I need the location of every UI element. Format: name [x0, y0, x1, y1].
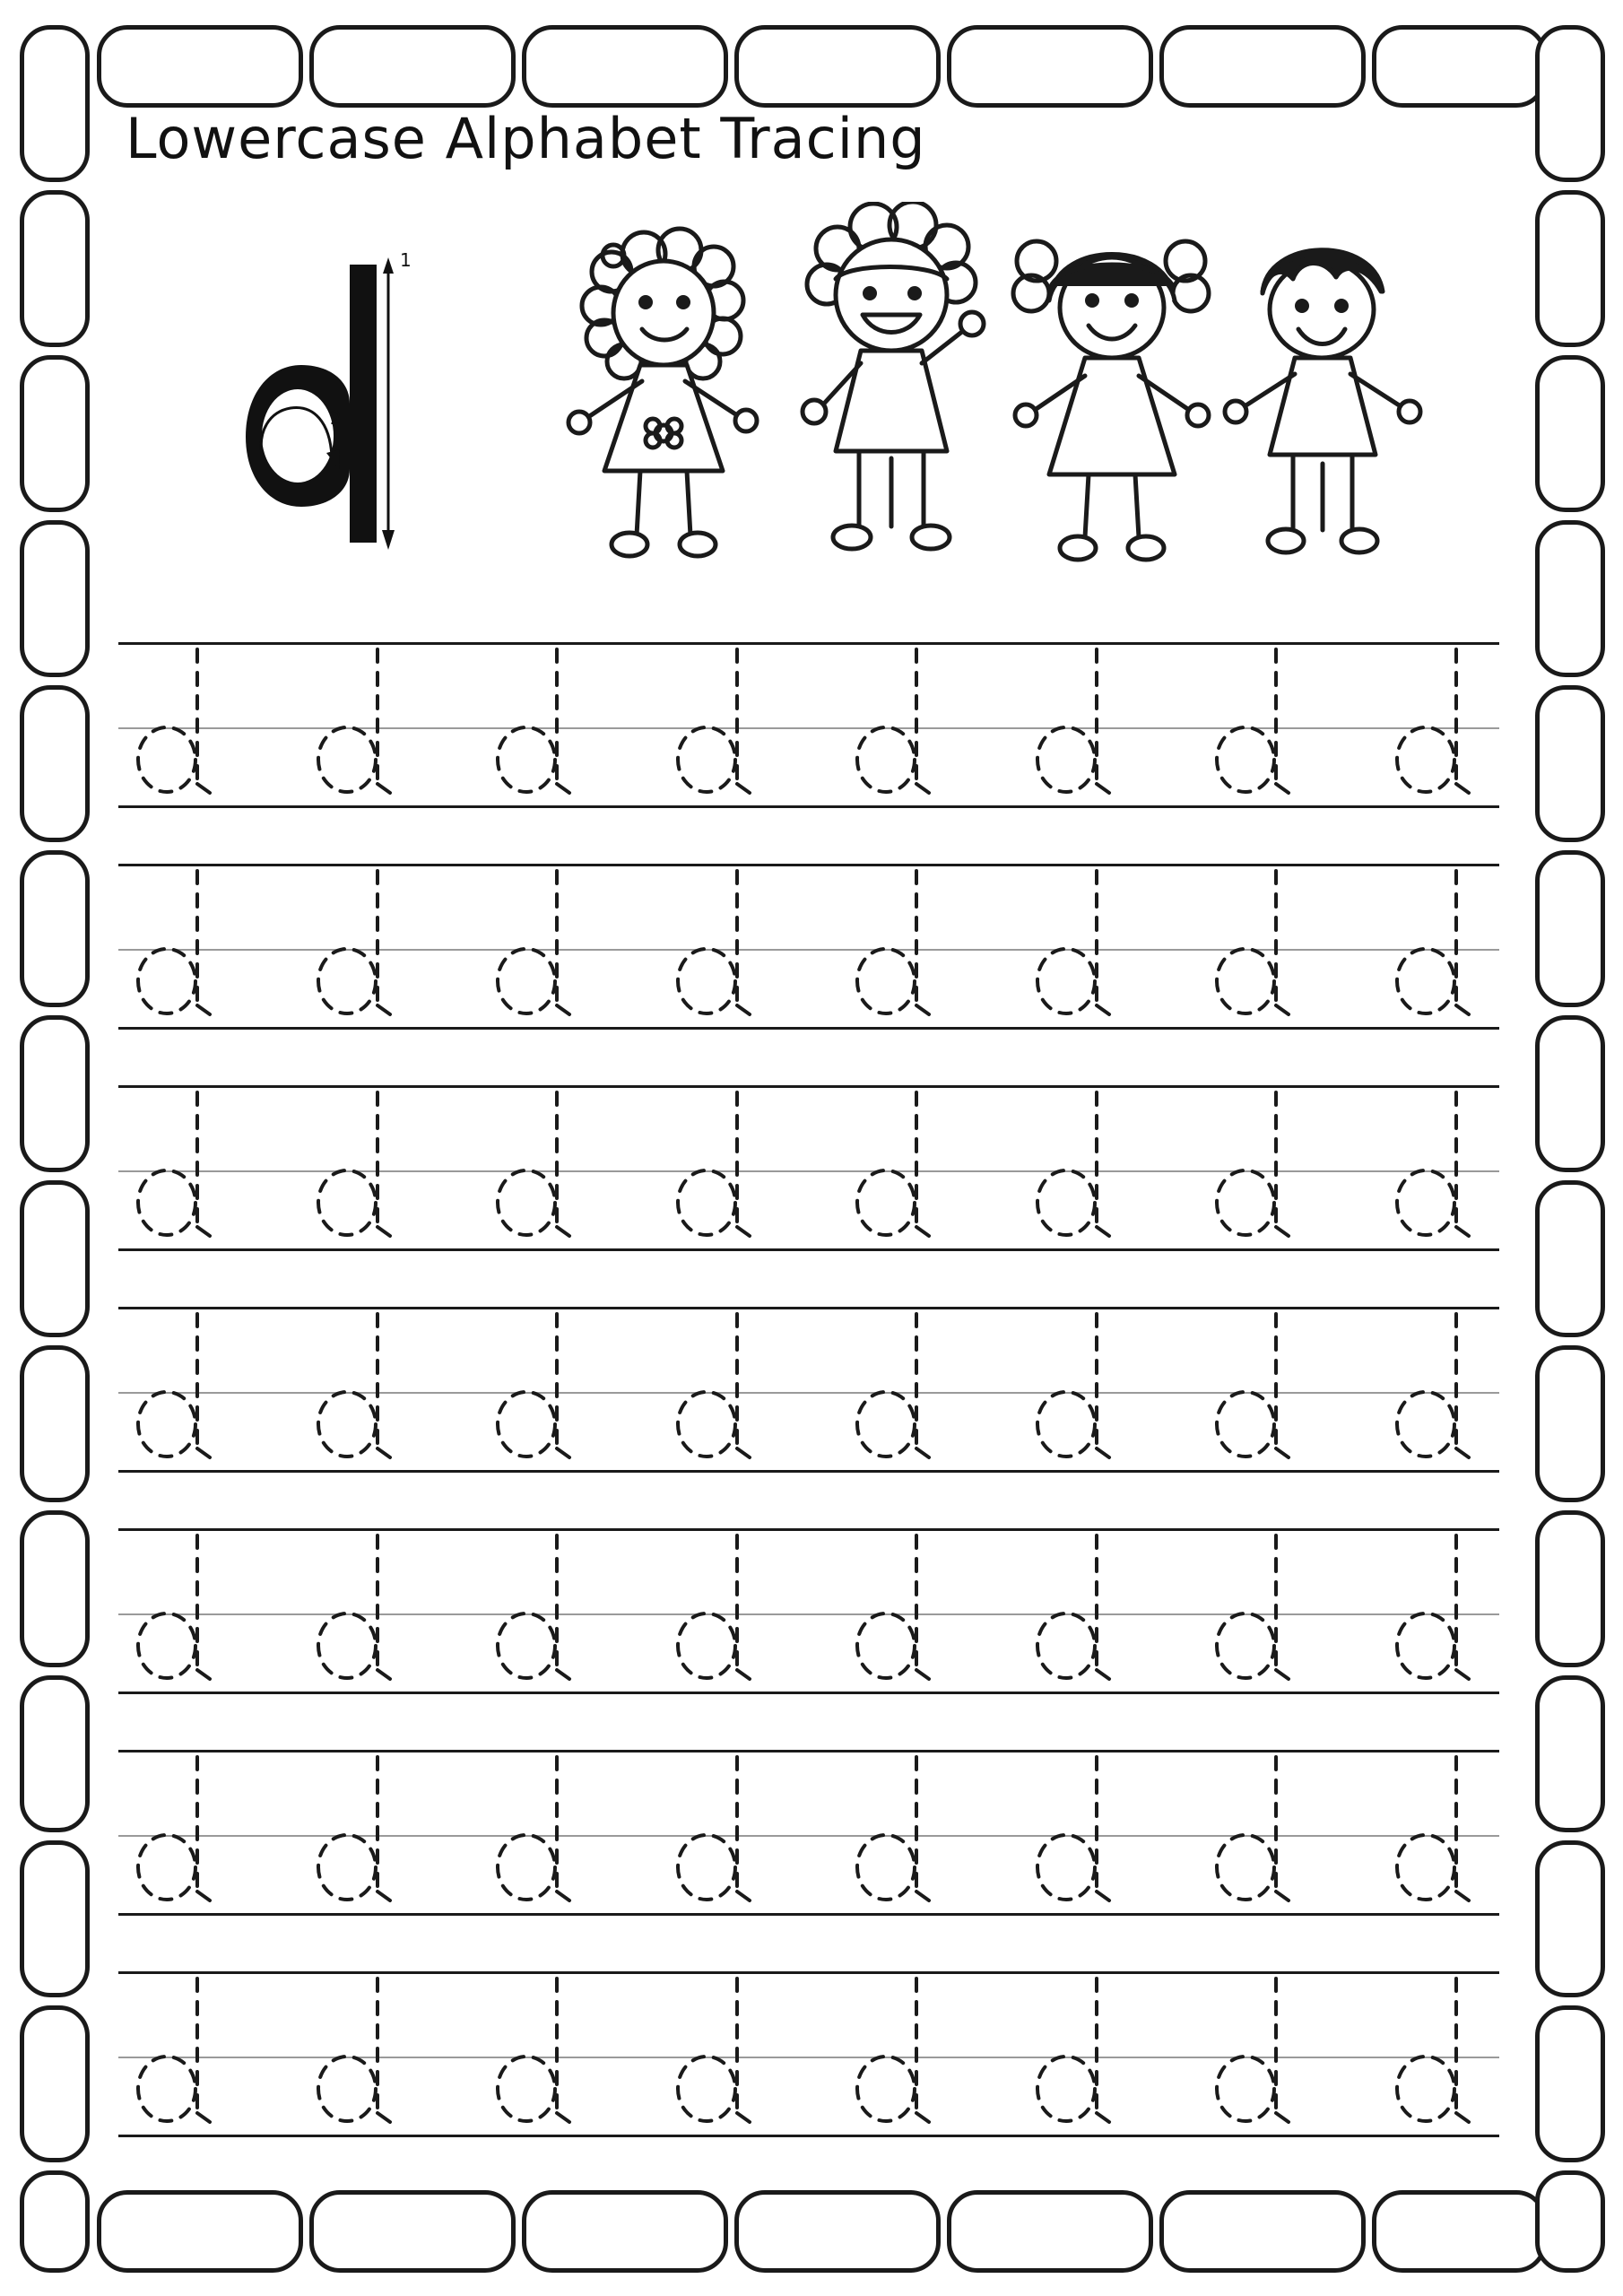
border-capsule: [1535, 1345, 1605, 1502]
border-capsule: [20, 850, 90, 1007]
traceable-letter[interactable]: [665, 1971, 773, 2142]
border-capsule: [20, 190, 90, 347]
traceable-letter[interactable]: [1025, 1971, 1133, 2142]
letter-strip: [118, 1307, 1499, 1477]
traceable-letter[interactable]: [1204, 1971, 1312, 2142]
traceable-letter[interactable]: [306, 864, 413, 1034]
letter-strip: [118, 1085, 1499, 1256]
traceable-letter[interactable]: [306, 1971, 413, 2142]
border-capsule: [20, 1015, 90, 1172]
border-capsule: [20, 1510, 90, 1667]
traceable-letter[interactable]: [485, 864, 593, 1034]
tracing-row[interactable]: [118, 1750, 1499, 1920]
traceable-letter[interactable]: [1204, 1085, 1312, 1256]
model-letter: [224, 238, 430, 596]
border-capsule: [20, 2005, 90, 2162]
border-capsule: [1535, 190, 1605, 347]
border-capsule: [20, 2170, 90, 2273]
border-capsule: [20, 685, 90, 842]
traceable-letter[interactable]: [1025, 642, 1133, 813]
traceable-letter[interactable]: [1384, 1971, 1492, 2142]
border-capsule: [309, 2190, 516, 2273]
border-capsule: [1372, 25, 1547, 108]
border-capsule: [1159, 25, 1366, 108]
figure-girl-pigtails: [1013, 241, 1209, 560]
figure-boy-curly-hair: [803, 202, 984, 549]
border-capsule: [1535, 1675, 1605, 1832]
tracing-row[interactable]: [118, 1528, 1499, 1699]
border-capsule: [20, 25, 90, 182]
border-capsule: [97, 2190, 303, 2273]
traceable-letter[interactable]: [1025, 1085, 1133, 1256]
border-capsule: [1159, 2190, 1366, 2273]
border-capsule: [1535, 685, 1605, 842]
border-capsule: [1535, 1015, 1605, 1172]
traceable-letter[interactable]: [845, 1307, 952, 1477]
traceable-letter[interactable]: [1384, 1528, 1492, 1699]
traceable-letter[interactable]: [1384, 1085, 1492, 1256]
traceable-letter[interactable]: [485, 642, 593, 813]
traceable-letter[interactable]: [306, 1750, 413, 1920]
letter-strip: [118, 642, 1499, 813]
border-capsule: [97, 25, 303, 108]
border-capsule: [1535, 850, 1605, 1007]
traceable-letter[interactable]: [665, 864, 773, 1034]
traceable-letter[interactable]: [485, 1528, 593, 1699]
border-capsule: [1535, 1180, 1605, 1337]
border-capsule: [1535, 355, 1605, 512]
border-capsule: [309, 25, 516, 108]
border-capsule: [947, 25, 1153, 108]
traceable-letter[interactable]: [126, 1307, 233, 1477]
tracing-row[interactable]: [118, 642, 1499, 813]
letter-strip: [118, 1971, 1499, 2142]
traceable-letter[interactable]: [1384, 864, 1492, 1034]
traceable-letter[interactable]: [1025, 1750, 1133, 1920]
traceable-letter[interactable]: [665, 1085, 773, 1256]
traceable-letter[interactable]: [665, 642, 773, 813]
figure-girl-curly-hair: [568, 229, 757, 556]
traceable-letter[interactable]: [485, 1971, 593, 2142]
traceable-letter[interactable]: [126, 864, 233, 1034]
traceable-letter[interactable]: [306, 1528, 413, 1699]
border-capsule: [1372, 2190, 1547, 2273]
traceable-letter[interactable]: [1204, 1307, 1312, 1477]
border-capsule: [1535, 2170, 1605, 2273]
border-capsule: [20, 1675, 90, 1832]
tracing-row[interactable]: [118, 1085, 1499, 1256]
border-capsule: [947, 2190, 1153, 2273]
tracing-row[interactable]: [118, 1307, 1499, 1477]
kids-illustration: [547, 202, 1497, 623]
border-capsule: [20, 1345, 90, 1502]
border-capsule: [1535, 25, 1605, 182]
traceable-letter[interactable]: [1204, 864, 1312, 1034]
traceable-letter[interactable]: [1204, 1528, 1312, 1699]
traceable-letter[interactable]: [126, 1085, 233, 1256]
border-capsule: [1535, 520, 1605, 677]
traceable-letter[interactable]: [845, 1971, 952, 2142]
traceable-letter[interactable]: [1025, 1528, 1133, 1699]
traceable-letter[interactable]: [1384, 1750, 1492, 1920]
traceable-letter[interactable]: [1025, 864, 1133, 1034]
traceable-letter[interactable]: [126, 1971, 233, 2142]
stroke-number-1: 1: [400, 249, 412, 271]
traceable-letter[interactable]: [485, 1085, 593, 1256]
letter-strip: [118, 864, 1499, 1034]
border-capsule: [734, 25, 941, 108]
traceable-letter[interactable]: [1025, 1307, 1133, 1477]
traceable-letter[interactable]: [306, 1085, 413, 1256]
traceable-letter[interactable]: [665, 1750, 773, 1920]
traceable-letter[interactable]: [126, 1750, 233, 1920]
figure-boy-short-hair: [1225, 250, 1420, 552]
border-capsule: [1535, 1510, 1605, 1667]
border-capsule: [20, 355, 90, 512]
letter-strip: [118, 1750, 1499, 1920]
border-capsule: [20, 520, 90, 677]
traceable-letter[interactable]: [306, 642, 413, 813]
traceable-letter[interactable]: [845, 1528, 952, 1699]
traceable-letter[interactable]: [1204, 1750, 1312, 1920]
traceable-letter[interactable]: [485, 1750, 593, 1920]
traceable-letter[interactable]: [1204, 642, 1312, 813]
traceable-letter[interactable]: [845, 1750, 952, 1920]
traceable-letter[interactable]: [126, 1528, 233, 1699]
traceable-letter[interactable]: [1384, 642, 1492, 813]
tracing-row[interactable]: [118, 1971, 1499, 2142]
letter-strip: [118, 1528, 1499, 1699]
traceable-letter[interactable]: [306, 1307, 413, 1477]
border-capsule: [522, 25, 728, 108]
page-title: Lowercase Alphabet Tracing: [126, 106, 926, 171]
traceable-letter[interactable]: [1384, 1307, 1492, 1477]
traceable-letter[interactable]: [845, 642, 952, 813]
traceable-letter[interactable]: [665, 1307, 773, 1477]
traceable-letter[interactable]: [126, 642, 233, 813]
border-capsule: [734, 2190, 941, 2273]
traceable-letter[interactable]: [845, 864, 952, 1034]
border-capsule: [1535, 2005, 1605, 2162]
traceable-letter[interactable]: [665, 1528, 773, 1699]
border-capsule: [20, 1180, 90, 1337]
border-capsule: [1535, 1840, 1605, 1997]
border-capsule: [522, 2190, 728, 2273]
border-capsule: [20, 1840, 90, 1997]
tracing-row[interactable]: [118, 864, 1499, 1034]
stroke-number-2: 2: [330, 407, 342, 429]
traceable-letter[interactable]: [485, 1307, 593, 1477]
traceable-letter[interactable]: [845, 1085, 952, 1256]
